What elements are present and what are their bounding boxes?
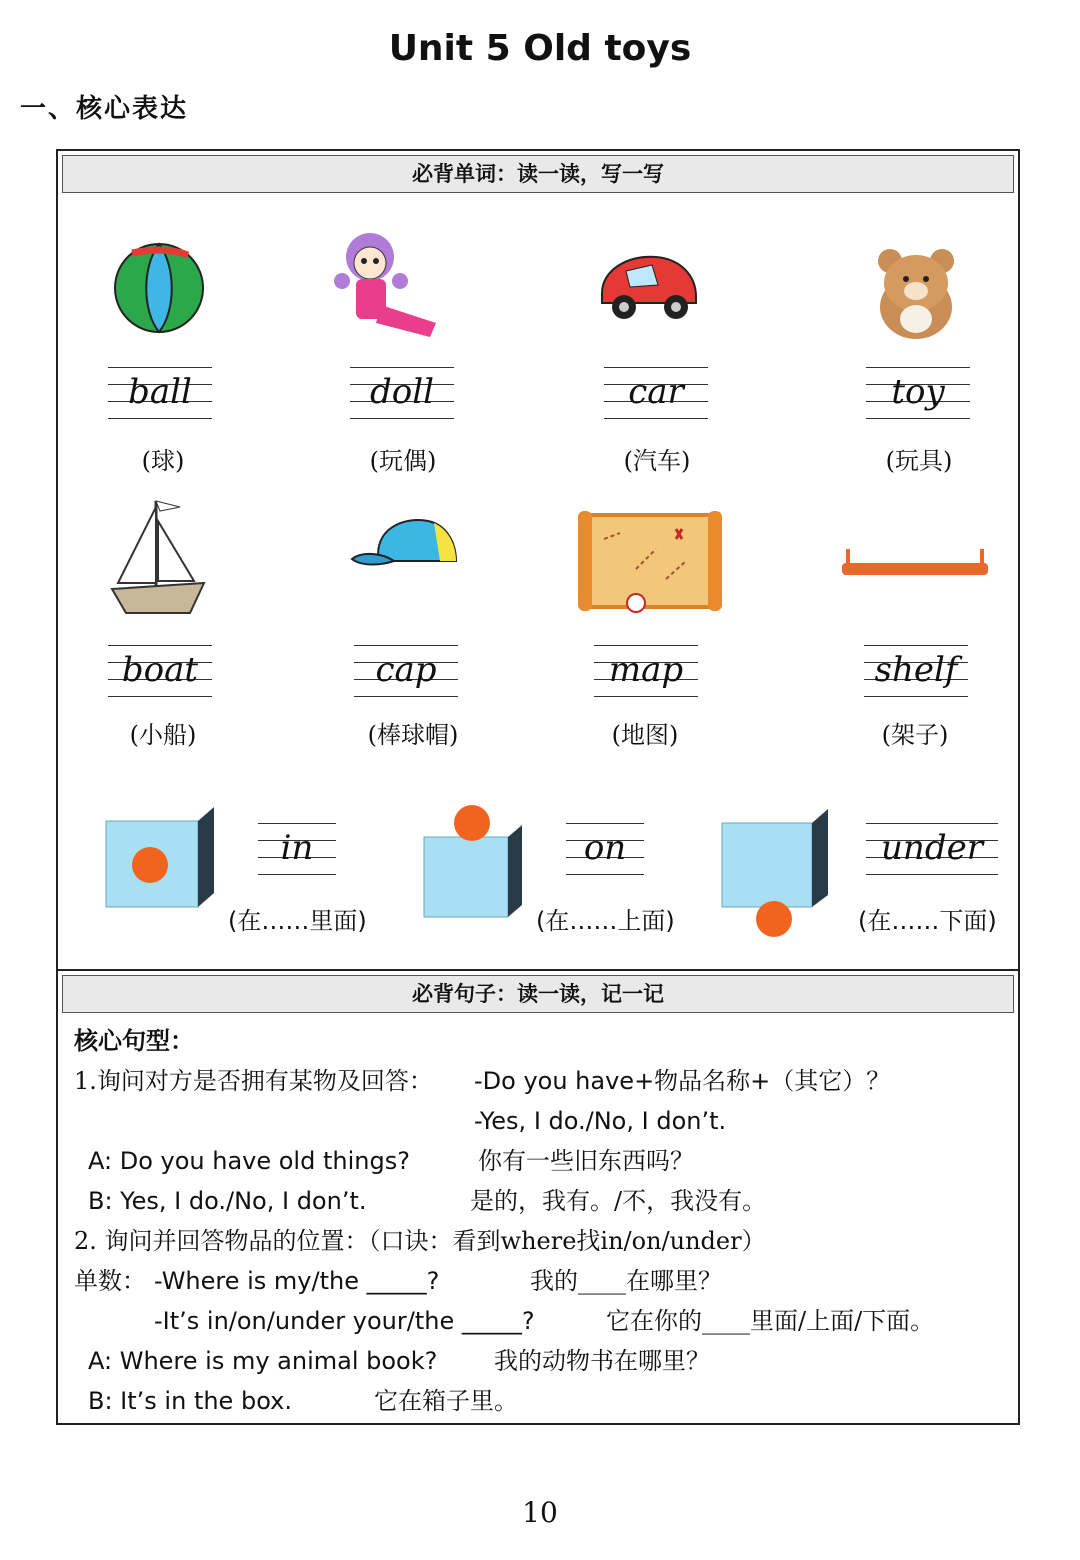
vocab-word-doll: doll	[370, 372, 434, 412]
q1-label: 1.询问对方是否拥有某物及回答：	[74, 1067, 433, 1095]
teddy-bear-icon	[874, 247, 958, 345]
vocab-cn-toy: (玩具)	[885, 447, 953, 475]
q2-example-a: A: Where is my animal book?	[88, 1347, 438, 1375]
q2-pattern-question: -Where is my/the _____?	[154, 1267, 440, 1295]
q2-example-b: B: It’s in the box.	[88, 1387, 292, 1415]
q2-pattern-answer-zh: 它在你的____里面/上面/下面。	[606, 1307, 935, 1335]
writing-lines	[866, 823, 998, 875]
ball-icon	[112, 241, 206, 339]
cube-ball-on-icon	[422, 803, 524, 923]
q1-example-a: A: Do you have old things?	[88, 1147, 410, 1175]
prep-cn-in: (在……里面)	[228, 907, 367, 935]
car-icon	[596, 241, 702, 329]
q1-example-b: B: Yes, I do./No, I don’t.	[88, 1187, 367, 1215]
q1-pattern-answer: -Yes, I do./No, I don’t.	[474, 1107, 727, 1135]
core-label: 核心句型：	[74, 1026, 194, 1055]
cube-ball-under-icon	[720, 807, 830, 943]
vocab-word-toy: toy	[891, 372, 945, 412]
cap-icon	[348, 515, 460, 589]
prep-word-in: in	[280, 828, 314, 868]
prep-word-on: on	[583, 828, 627, 868]
vocab-word-map: map	[608, 650, 684, 690]
vocab-cn-shelf: (架子)	[881, 721, 949, 749]
shelf-icon	[840, 547, 990, 591]
page-title: Unit 5 Old toys	[388, 28, 692, 69]
vocab-word-boat: boat	[121, 650, 199, 690]
sailboat-icon	[110, 497, 206, 625]
page-number: 10	[522, 1496, 558, 1529]
q2-example-b-zh: 它在箱子里。	[374, 1387, 518, 1415]
q2-example-a-zh: 我的动物书在哪里？	[494, 1347, 710, 1375]
divider	[58, 969, 1018, 971]
section-heading: 一、核心表达	[20, 94, 189, 124]
vocab-cn-map: (地图)	[611, 721, 679, 749]
cube-ball-in-icon	[104, 805, 216, 913]
vocab-cn-car: (汽车)	[623, 447, 691, 475]
vocab-word-cap: cap	[375, 650, 437, 690]
vocab-word-shelf: shelf	[874, 650, 958, 690]
sentence-header: 必背句子：读一读，记一记	[62, 975, 1014, 1013]
writing-lines	[354, 645, 458, 697]
vocab-cn-cap: (棒球帽)	[367, 721, 459, 749]
singular-label: 单数：	[74, 1267, 146, 1295]
q1-example-a-zh: 你有一些旧东西吗？	[478, 1147, 694, 1175]
vocab-cn-ball: (球)	[141, 447, 185, 475]
writing-lines	[604, 367, 708, 419]
writing-lines	[864, 645, 968, 697]
vocab-cn-doll: (玩偶)	[369, 447, 437, 475]
prep-word-under: under	[881, 828, 983, 868]
prep-cn-under: (在……下面)	[858, 907, 997, 935]
vocab-word-ball: ball	[128, 372, 192, 412]
q2-pattern-question-zh: 我的____在哪里？	[530, 1267, 722, 1295]
vocab-cn-boat: (小船)	[129, 721, 197, 749]
writing-lines	[866, 367, 970, 419]
writing-lines	[108, 367, 212, 419]
writing-lines	[594, 645, 698, 697]
writing-lines	[350, 367, 454, 419]
map-icon	[576, 509, 724, 617]
q2-label: 2. 询问并回答物品的位置：（口诀：看到where找in/on/under）	[74, 1227, 766, 1255]
vocab-word-car: car	[628, 372, 684, 412]
prep-cn-on: (在……上面)	[536, 907, 675, 935]
content-box	[56, 149, 1020, 1425]
q1-example-b-zh: 是的，我有。/不，我没有。	[470, 1187, 767, 1215]
q1-pattern-question: -Do you have+物品名称+（其它）？	[474, 1067, 891, 1095]
q2-pattern-answer: -It’s in/on/under your/the _____?	[154, 1307, 535, 1335]
writing-lines	[258, 823, 336, 875]
writing-lines	[108, 645, 212, 697]
doll-icon	[326, 227, 446, 349]
writing-lines	[566, 823, 644, 875]
vocab-header: 必背单词：读一读，写一写	[62, 155, 1014, 193]
